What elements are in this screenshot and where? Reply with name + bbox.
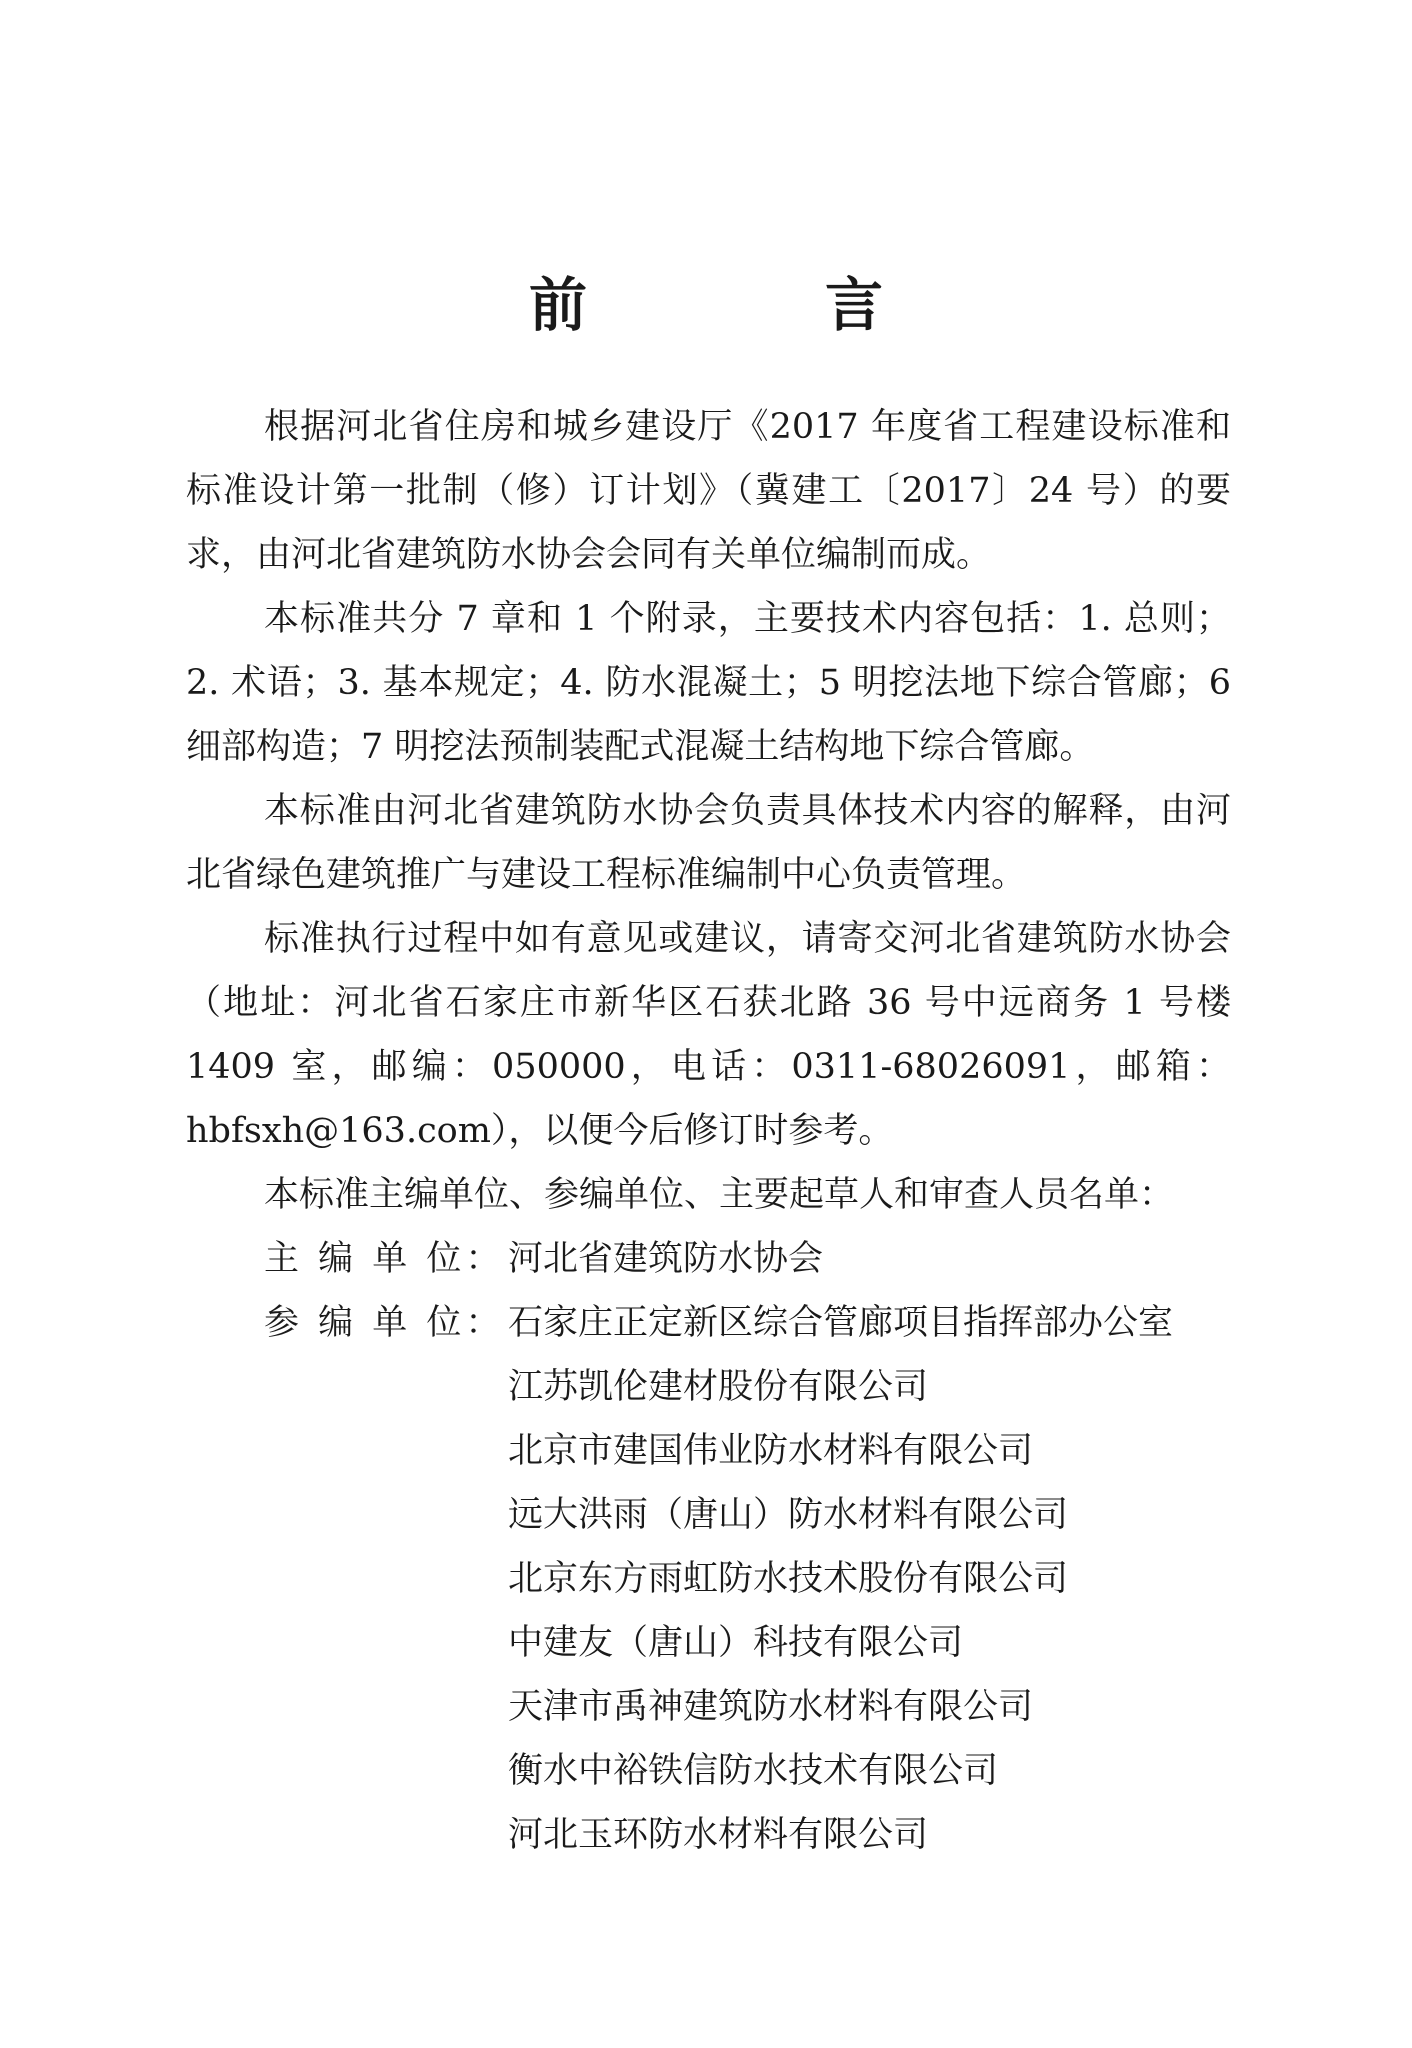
preface-body [186, 395, 1231, 1867]
chief-editor-label: 主 编 单 位： [264, 1239, 505, 1279]
chief-editor-unit: 河北省建筑防水协会 [508, 1239, 824, 1279]
paragraph-contents: 本标准共分 7 章和 1 个附录，主要技术内容包括：1. 总则；2. 术语；3. 基本规定；4. 防水混凝土；5 明挖法地下综合管廊；6 细部构造；7 明挖法预制装配式混凝土结构地下综合管廊。 [186, 599, 1231, 767]
participating-unit: 天津市禹神建筑防水材料有限公司 [508, 1687, 1034, 1727]
participating-list [508, 1291, 1231, 1867]
participating-unit: 北京东方雨虹防水技术股份有限公司 [508, 1559, 1069, 1599]
participating-unit: 中建友（唐山）科技有限公司 [508, 1623, 964, 1663]
participating-block [186, 1291, 1231, 1867]
chief-editor-list [508, 1227, 1231, 1291]
participating-unit: 石家庄正定新区综合管廊项目指挥部办公室 [508, 1303, 1174, 1343]
paragraph-basis: 根据河北省住房和城乡建设厅《2017 年度省工程建设标准和标准设计第一批制（修）订计划》（冀建工〔2017〕24 号）的要求，由河北省建筑防水协会会同有关单位编制而成。 [186, 407, 1231, 575]
participating-label: 参 编 单 位： [264, 1303, 505, 1343]
paragraph-feedback: 标准执行过程中如有意见或建议，请寄交河北省建筑防水协会（地址：河北省石家庄市新华区石获北路 36 号中远商务 1 号楼 1409 室，邮编：050000，电话：0311-68026091，邮箱：hbfsxh@163.com），以便今后修订时参考。 [186, 919, 1231, 1151]
chief-editor-block [186, 1227, 1231, 1291]
participating-unit: 衡水中裕铁信防水技术有限公司 [508, 1751, 999, 1791]
participating-unit: 河北玉环防水材料有限公司 [508, 1815, 929, 1855]
participating-unit: 远大洪雨（唐山）防水材料有限公司 [508, 1495, 1069, 1535]
page-title: 前 言 [528, 271, 973, 339]
participating-unit: 江苏凯伦建材股份有限公司 [508, 1367, 929, 1407]
paragraph-list-intro: 本标准主编单位、参编单位、主要起草人和审查人员名单： [264, 1175, 1175, 1215]
participating-unit: 北京市建国伟业防水材料有限公司 [508, 1431, 1034, 1471]
paragraph-interpretation: 本标准由河北省建筑防水协会负责具体技术内容的解释，由河北省绿色建筑推广与建设工程标准编制中心负责管理。 [186, 791, 1231, 895]
